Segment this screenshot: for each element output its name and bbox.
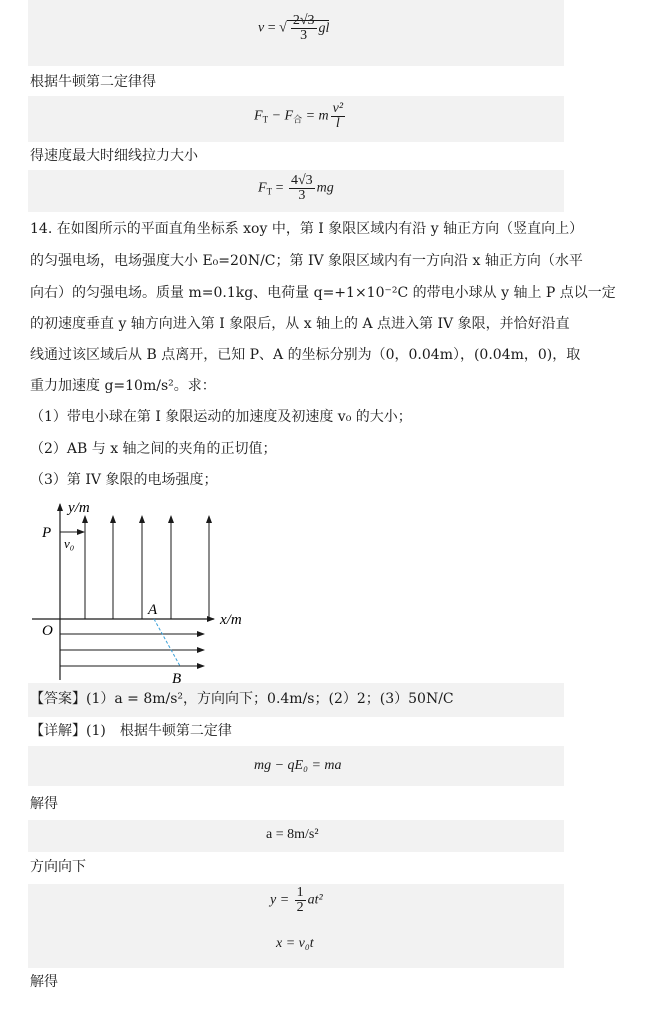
formula-y-half-at2: y = $\frac{1}{2}$ at² bbox=[270, 885, 323, 915]
x-axis-label: x/m bbox=[220, 612, 242, 628]
problem-line-5: 线通过该区域后从 B 点离开，已知 P、A 的坐标分别为（0，0.04m），(0.04m，0)，取 bbox=[30, 347, 581, 363]
text-solve-1: 解得 bbox=[30, 796, 58, 812]
text-solve-2: 解得 bbox=[30, 974, 58, 990]
v0-label: v₀ bbox=[64, 536, 75, 551]
detail-heading: 【详解】(1) 根据牛顿第二定律 bbox=[30, 723, 232, 739]
question-3: （3）第 IV 象限的电场强度； bbox=[30, 472, 218, 488]
y-axis-label: y/m bbox=[68, 500, 90, 516]
origin-label: O bbox=[42, 623, 53, 639]
answer-line: 【答案】(1）a = 8m/s²，方向向下；0.4m/s；(2）2；(3）50N/C bbox=[30, 691, 454, 707]
formula-mg-qe0-ma: mg − qE₀ = ma bbox=[254, 758, 342, 773]
formula-x-v0t: x = v₀t bbox=[276, 936, 314, 951]
question-2: （2）AB 与 x 轴之间的夹角的正切值； bbox=[30, 441, 277, 457]
path-ab-dashed bbox=[154, 619, 180, 666]
problem-line-4: 的初速度垂直 y 轴方向进入第 I 象限后，从 x 轴上的 A 点进入第 IV 象限，并恰好沿直 bbox=[30, 316, 570, 332]
question-1: （1）带电小球在第 I 象限运动的加速度及初速度 v₀ 的大小； bbox=[30, 409, 412, 425]
text-direction-down: 方向向下 bbox=[30, 859, 86, 875]
point-p-label: P bbox=[42, 525, 52, 541]
problem-line-3: 向右）的匀强电场。质量 m=0.1kg、电荷量 q=+1×10⁻²C 的带电小球从 y 轴上 P 点以一定 bbox=[30, 285, 616, 301]
problem-line-6: 重力加速度 g=10m/s²。求： bbox=[30, 378, 216, 394]
point-b-label: B bbox=[172, 671, 182, 686]
point-a-label: A bbox=[148, 602, 158, 618]
formula-v: v = √ $\frac{2√3}{3}$ gl bbox=[258, 13, 330, 43]
text-max-speed-tension: 得速度最大时细线拉力大小 bbox=[30, 148, 198, 164]
formula-ft-minus-fhe: $F_T - F_合 = m$ $\frac{\text{v²}}{l}$ bbox=[254, 101, 344, 131]
text-newton-law: 根据牛顿第二定律得 bbox=[30, 74, 156, 90]
problem-line-2: 的匀强电场，电场强度大小 E₀=20N/C；第 IV 象限区域内有一方向沿 x 轴正方向（水平 bbox=[30, 253, 583, 269]
coordinate-figure bbox=[28, 494, 268, 686]
formula-ft: $F_T$ = $\frac{4√3}{3}$ mg bbox=[258, 173, 334, 203]
problem-line-1: 14. 在如图所示的平面直角坐标系 xoy 中，第 I 象限区域内有沿 y 轴正方向（竖直向上） bbox=[30, 221, 584, 237]
formula-a-value: a = 8m/s² bbox=[266, 827, 319, 842]
